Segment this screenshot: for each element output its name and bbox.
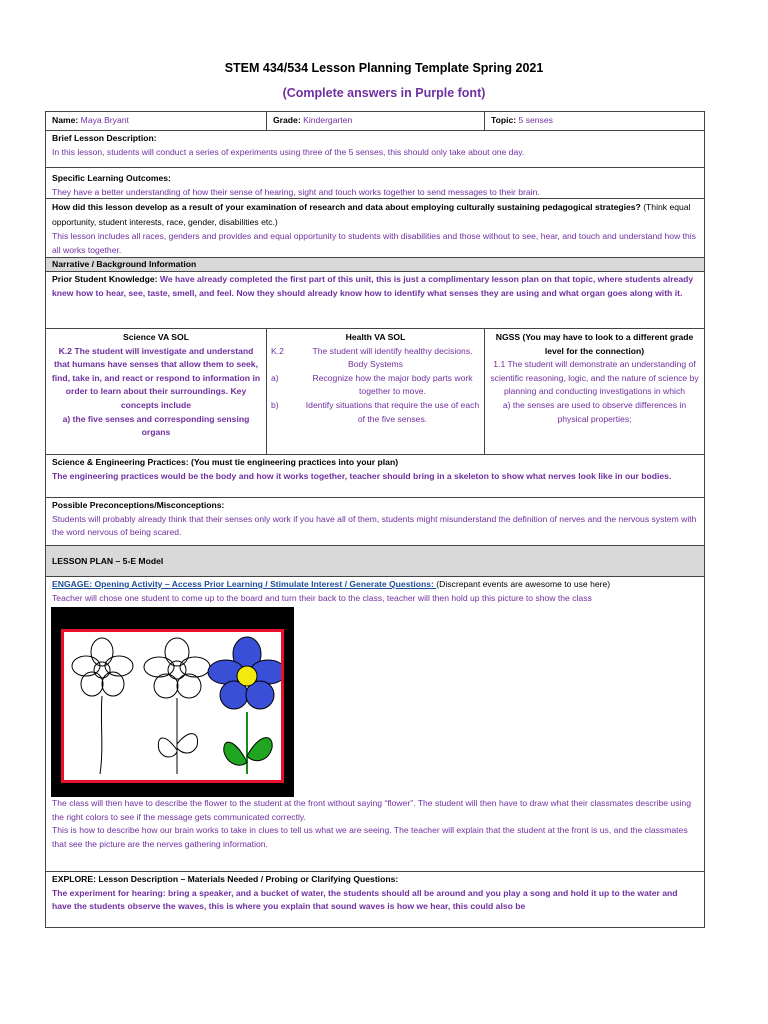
sol-row (46, 328, 704, 454)
ngss-heading: NGSS (You may have to look to a different grade level for the connection) (495, 332, 694, 356)
grade-label: Grade: (273, 115, 301, 125)
engage-after-text-1: The class will then have to describe the flower to the student at the front without saying “flower”. The student will then have to draw what their classmates describe using the right colors to see if the message gets communicated correctly. (52, 798, 691, 822)
health-k2-text: The student will identify healthy decisions. (312, 345, 473, 356)
flower-picture (51, 607, 294, 797)
ngss-cell (485, 329, 704, 454)
grade-cell (267, 112, 485, 130)
health-b-label: b) (271, 399, 279, 410)
brief-label: Brief Lesson Description: (52, 133, 157, 143)
practices-text: The engineering practices would be the body and how it works together, teacher should bring in a skeleton to show what nerves look like in our bodies. (52, 470, 672, 481)
topic-value: 5 senses (518, 115, 553, 125)
misconceptions-section (46, 497, 704, 545)
health-b-text: Identify situations that require the use of each of the five senses. (305, 399, 480, 424)
health-sol-heading: Health VA SOL (345, 332, 406, 342)
engage-text: Teacher will chose one student to come up to the board and turn their back to the class, teacher will then hold up this picture to show the class (52, 592, 592, 603)
practices-section (46, 454, 704, 497)
prior-label: Prior Student Knowledge: (52, 274, 158, 284)
research-section (46, 198, 704, 257)
narrative-heading: Narrative / Background Information (46, 257, 704, 271)
flower-picture-frame (61, 629, 284, 783)
outline-flower-middle (144, 638, 210, 774)
outcomes-section (46, 167, 704, 198)
explore-label: EXPLORE: Lesson Description – Materials Needed / Probing or Clarifying Questions: (52, 874, 399, 884)
colored-flower-right (208, 637, 281, 774)
research-question-line (52, 200, 698, 230)
engage-heading-line (52, 578, 698, 592)
explore-section (46, 871, 704, 927)
practices-label: Science & Engineering Practices: (You must tie engineering practices into your plan) (52, 457, 399, 467)
prior-knowledge-section (46, 271, 704, 328)
research-question: How did this lesson develop as a result of your examination of research and data about employing culturally sustaining pedagogical strategies? (52, 202, 641, 212)
name-cell (46, 112, 267, 130)
health-body-systems: Body Systems (348, 359, 403, 370)
brief-description-section (46, 130, 704, 167)
engage-section (46, 576, 704, 871)
outcomes-label: Specific Learning Outcomes: (52, 173, 171, 183)
page-subtitle: (Complete answers in Purple font) (282, 86, 486, 100)
flower-drawings (64, 632, 281, 780)
health-a-label: a) (271, 372, 279, 383)
ngss-item: a) the senses are used to observe differences in physical properties; (502, 399, 687, 424)
engage-link[interactable]: ENGAGE: Opening Activity – Access Prior Learning / Stimulate Interest / Generate Questions: (52, 579, 437, 589)
health-a-text: Recognize how the major body parts work together to move. (312, 372, 473, 397)
name-value: Maya Bryant (80, 115, 129, 125)
engage-note: (Discrepant events are awesome to use here) (436, 579, 611, 589)
ngss-text: 1.1 The student will demonstrate an understanding of scientific reasoning, logic, and the nature of science by planning and conducting investigations in which (490, 359, 699, 397)
page-title: STEM 434/534 Lesson Planning Template Spring 2021 (224, 61, 544, 75)
misconceptions-text: Students will probably already think that their senses only work if you have all of them, students might misunderstand the definition of nerves and the nervous system with the word nervous of being scared. (52, 513, 697, 538)
science-sol-text: K.2 The student will investigate and understand that humans have senses that allow them to seek, find, take in, and react or respond to information in order to learn about their surroundings. Key concepts include (51, 345, 261, 410)
outcomes-text: They have a better understanding of how their sense of hearing, sight and touch works together to send messages to their brain. (52, 186, 540, 197)
science-sol-cell (46, 329, 267, 454)
info-row (46, 112, 704, 130)
health-b-line (271, 399, 480, 426)
topic-label: Topic: (491, 115, 517, 125)
science-sol-item: a) the five senses and corresponding sensing organs (62, 413, 250, 438)
lesson-plan-heading: LESSON PLAN – 5-E Model (46, 545, 704, 576)
research-hint: (Think equal opportunity, student interests, race, gender, disabilities etc.) (52, 202, 691, 227)
brief-text: In this lesson, students will conduct a series of experiments using three of the 5 senses, this should only take about one day. (52, 146, 525, 157)
name-label: Name: (52, 115, 79, 125)
engage-after-text-2: This is how to describe how our brain works to take in clues to tell us what we are seeing. The teacher will explain that the student at the front is us, and the classmates that see the picture are the nerves gathering information. (52, 825, 688, 849)
grade-value: Kindergarten (303, 115, 353, 125)
research-text: This lesson includes all races, genders and provides and equal opportunity to students with disabilities and those without to see, hear, and touch and understand how this all works together. (52, 231, 696, 255)
health-a-line (271, 372, 480, 399)
science-sol-heading: Science VA SOL (123, 332, 189, 342)
health-k2-label: K.2 (271, 345, 284, 356)
explore-text: The experiment for hearing: bring a speaker, and a bucket of water, the students should all be around and you play a song and hold it up to the water and have the students observe the waves, this is where you explain that sound waves is how we hear, this could also be (52, 887, 678, 912)
health-sol-cell (267, 329, 485, 454)
topic-cell (485, 112, 704, 130)
prior-text: We have already completed the first part of this unit, this is just a complimentary lesson plan on that topic, where students already knew how to hear, see, taste, smell, and feel. Now they should already know how to identify what senses they are using and what organ goes along with it. (52, 274, 694, 298)
outline-flower-left (72, 638, 133, 774)
lesson-plan-table (45, 111, 705, 928)
misconceptions-label: Possible Preconceptions/Misconceptions: (52, 500, 225, 510)
health-k2-line (271, 345, 480, 359)
